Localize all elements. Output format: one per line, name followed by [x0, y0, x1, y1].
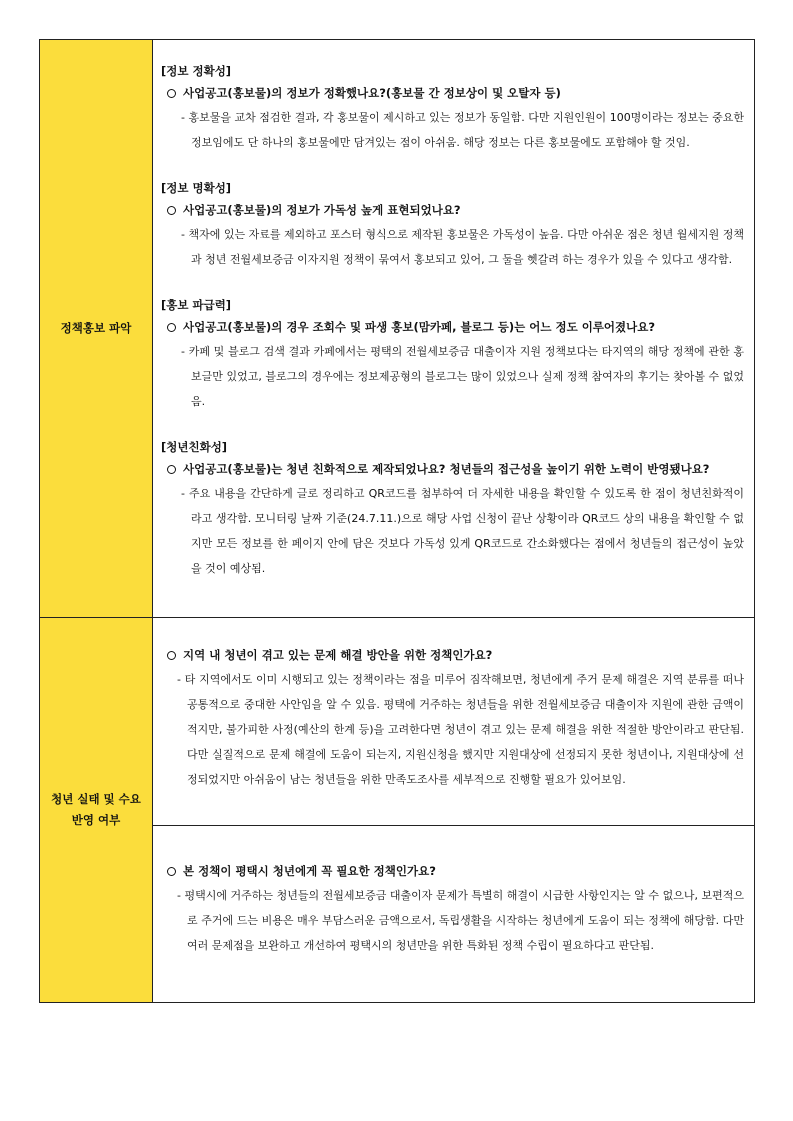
- criteria-question: [161, 860, 744, 883]
- row-content-policy-promotion: [153, 40, 755, 618]
- circle-bullet-icon: [167, 867, 176, 876]
- row-label-youth-needs: [40, 618, 153, 1003]
- criteria-question: [161, 644, 744, 667]
- row-content-local-problem: [153, 618, 755, 826]
- criteria-answer: - 카페 및 블로그 검색 결과 카페에서는 평택의 전월세보증금 대출이자 지원 정책보다는 타지역의 해당 정책에 관한 홍보글만 있었고, 블로그의 경우에는 정보제공형의 블로그는 많이 있었으나 실제 정책 참여자의 후기는 찾아볼 수 없었음.: [181, 345, 744, 408]
- criteria-title: [정보 정확성]: [161, 64, 232, 78]
- criteria-title: [홍보 파급력]: [161, 298, 232, 312]
- criteria-title: [정보 명확성]: [161, 181, 232, 195]
- criteria-question: [161, 458, 744, 481]
- row-label-text: 정책홍보 파악: [60, 321, 132, 335]
- question-text: 사업공고(홍보물)의 정보가 가독성 높게 표현되었나요?: [183, 203, 461, 217]
- table-row: [40, 40, 755, 618]
- criteria-block-clarity: [161, 177, 744, 272]
- criteria-block-reach: [161, 294, 744, 414]
- criteria-title: [청년친화성]: [161, 440, 228, 454]
- circle-bullet-icon: [167, 323, 176, 332]
- circle-bullet-icon: [167, 89, 176, 98]
- criteria-question: [161, 199, 744, 222]
- circle-bullet-icon: [167, 651, 176, 660]
- criteria-block-accuracy: [161, 60, 744, 155]
- circle-bullet-icon: [167, 206, 176, 215]
- criteria-answer: - 주요 내용을 간단하게 글로 정리하고 QR코드를 첨부하여 더 자세한 내용을 확인할 수 있도록 한 점이 청년친화적이라고 생각함. 모니터링 날짜 기준(24.7.11.)으로 해당 사업 신청이 끝난 상황이라 QR코드 상의 내용을 확인할 수 없지만 모든 정보를 한 페이지 안에 담은 것보다 가독성 있게 QR코드로 간소화했다는 점에서 청년들의 접근성이 높았을 것이 예상됨.: [181, 487, 744, 575]
- question-text: 본 정책이 평택시 청년에게 꼭 필요한 정책인가요?: [183, 864, 436, 878]
- question-text: 사업공고(홍보물)는 청년 친화적으로 제작되었나요? 청년들의 접근성을 높이기 위한 노력이 반영됐나요?: [183, 462, 710, 476]
- circle-bullet-icon: [167, 465, 176, 474]
- row-content-necessity: [153, 826, 755, 1003]
- criteria-answer: - 평택시에 거주하는 청년들의 전월세보증금 대출이자 문제가 특별히 해결이 시급한 사항인지는 알 수 없으나, 보편적으로 주거에 드는 비용은 매우 부담스러운 금액으로서, 독립생활을 시작하는 청년에게 도움이 되는 정책에 해당함. 다만 여러 문제점을 보완하고 개선하여 평택시의 청년만을 위한 특화된 정책 수립이 필요하다고 판단됨.: [177, 889, 744, 952]
- table-row: [40, 618, 755, 826]
- row-label-policy-promotion: [40, 40, 153, 618]
- row-label-text: 청년 실태 및 수요: [51, 792, 141, 806]
- row-label-text: 반영 여부: [71, 813, 121, 827]
- criteria-answer: - 책자에 있는 자료를 제외하고 포스터 형식으로 제작된 홍보물은 가독성이 높음. 다만 아쉬운 점은 청년 월세지원 정책과 청년 전월세보증금 이자지원 정책이 묶여서 홍보되고 있어, 그 둘을 헷갈려 하는 경우가 있을 수 있다고 생각함.: [181, 228, 744, 266]
- criteria-question: [161, 82, 744, 105]
- criteria-answer: - 홍보물을 교차 점검한 결과, 각 홍보물이 제시하고 있는 정보가 동일함. 다만 지원인원이 100명이라는 정보는 중요한 정보임에도 단 하나의 홍보물에만 담겨있는 점이 아쉬움. 해당 정보는 다른 홍보물에도 포함해야 할 것임.: [181, 111, 744, 149]
- evaluation-table: [39, 39, 755, 1003]
- question-text: 지역 내 청년이 겪고 있는 문제 해결 방안을 위한 정책인가요?: [183, 648, 493, 662]
- question-text: 사업공고(홍보물)의 정보가 정확했나요?(홍보물 간 정보상이 및 오탈자 등): [183, 86, 561, 100]
- criteria-question: [161, 316, 744, 339]
- question-text: 사업공고(홍보물)의 경우 조회수 및 파생 홍보(맘카페, 블로그 등)는 어느 정도 이루어졌나요?: [183, 320, 656, 334]
- criteria-block-youth-friendly: [161, 436, 744, 581]
- criteria-answer: - 타 지역에서도 이미 시행되고 있는 정책이라는 점을 미루어 짐작해보면, 청년에게 주거 문제 해결은 지역 분류를 떠나 공통적으로 중대한 사안임을 알 수 있음. 평택에 거주하는 청년들을 위한 전월세보증금 대출이자 지원에 관한 금액이 적지만, 불가피한 사정(예산의 한계 등)을 고려한다면 청년이 겪고 있는 문제 해결을 위한 적절한 방안이라고 판단됨. 다만 실질적으로 문제 해결에 도움이 되는지, 지원신청을 했지만 지원대상에 선정되지 못한 청년이나, 지원대상에 선정되었지만 아쉬움이 남는 청년들을 위한 만족도조사를 세부적으로 진행할 필요가 있어보임.: [177, 673, 744, 786]
